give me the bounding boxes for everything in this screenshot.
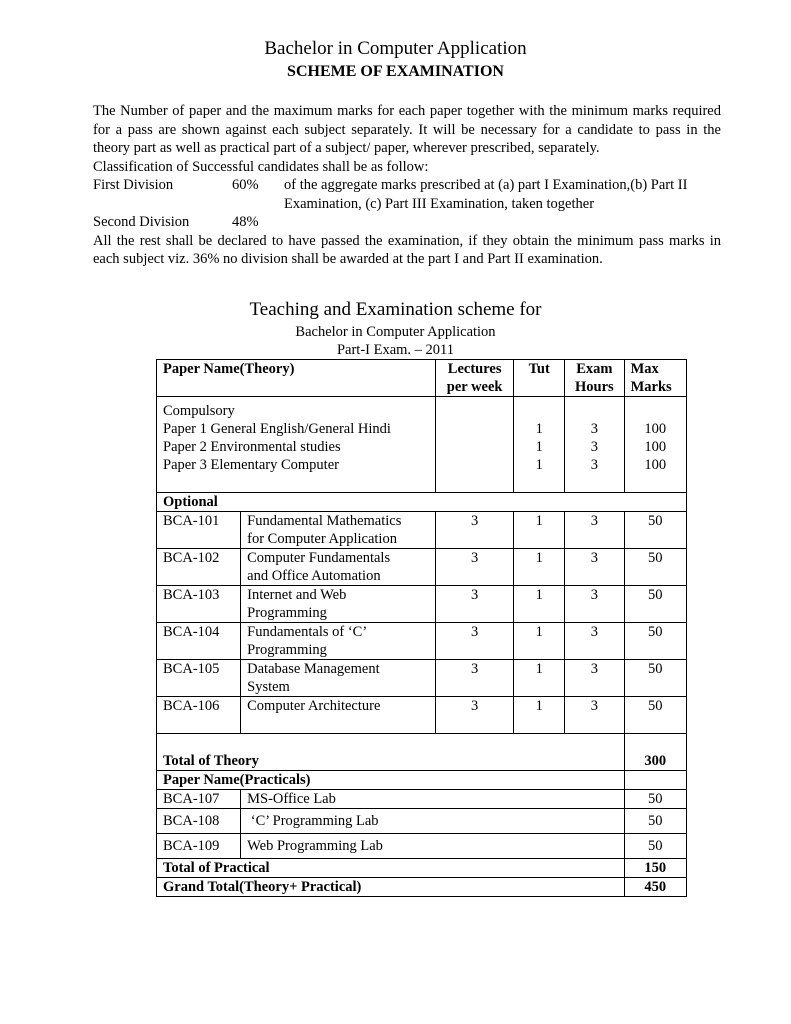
compulsory-label: Compulsory: [163, 403, 235, 419]
practical-code: BCA-108: [157, 809, 241, 834]
course-code: BCA-103: [157, 586, 241, 623]
second-division-label: Second Division: [93, 214, 190, 230]
scheme-heading: Teaching and Examination scheme for: [249, 299, 542, 320]
course-exam: 3: [565, 660, 625, 697]
grand-total-row: [157, 878, 687, 897]
table-row: [157, 512, 687, 549]
course-tut: 1: [514, 623, 565, 660]
practical-code: BCA-109: [157, 834, 241, 859]
table-row: [157, 660, 687, 697]
practical-name: MS-Office Lab: [241, 790, 624, 809]
course-lectures: 3: [435, 623, 513, 660]
table-row: [157, 834, 687, 859]
second-division-percent: 48%: [232, 214, 259, 230]
table-row: [157, 790, 687, 809]
first-division-desc: [284, 176, 721, 213]
course-name: Fundamental Mathematics for Computer Application: [241, 512, 436, 549]
practical-code: BCA-107: [157, 790, 241, 809]
course-name: Fundamentals of ‘C’ Programming: [241, 623, 436, 660]
course-tut: 1: [514, 586, 565, 623]
course-name: Database Management System: [241, 660, 436, 697]
intro-section: [93, 102, 721, 269]
course-max: 50: [624, 512, 686, 549]
first-division-row: [93, 176, 721, 213]
compulsory-row: [157, 397, 687, 493]
first-division-line1: of the aggregate marks prescribed at (a) part I Examination,(b) Part II: [284, 177, 688, 193]
first-division-line2: Examination, (c) Part III Examination, taken together: [284, 195, 595, 212]
compulsory-lectures-cell: [435, 397, 513, 493]
compulsory-paper-1-tut: 1: [535, 421, 543, 437]
first-division-label: First Division: [93, 177, 174, 193]
course-name: Internet and Web Programming: [241, 586, 436, 623]
course-exam: 3: [565, 549, 625, 586]
compulsory-exam-cell: [565, 397, 625, 493]
header-exam: [565, 360, 625, 397]
practicals-header-row: [157, 771, 687, 790]
header-paper: Paper Name(Theory): [157, 360, 436, 397]
header-lectures-2: per week: [446, 379, 503, 395]
course-lectures: 3: [435, 660, 513, 697]
scheme-part: Part-I Exam. – 2011: [336, 342, 455, 358]
course-tut: 1: [514, 697, 565, 734]
total-practical-value: 150: [624, 859, 686, 878]
course-tut: 1: [514, 660, 565, 697]
compulsory-paper-3-name: Paper 3 Elementary Computer: [163, 457, 339, 473]
second-division-row: [93, 213, 721, 232]
compulsory-paper-2-tut: 1: [535, 439, 543, 455]
course-max: 50: [624, 697, 686, 734]
total-theory-row: [157, 734, 687, 771]
compulsory-paper-3-exam: 3: [590, 457, 598, 473]
document-title: Bachelor in Computer Application: [264, 38, 527, 59]
scheme-program: Bachelor in Computer Application: [295, 324, 496, 340]
compulsory-paper-1-exam: 3: [590, 421, 598, 437]
grand-total-label: Grand Total(Theory+ Practical): [157, 878, 625, 897]
compulsory-paper-3-max: 100: [644, 457, 667, 473]
table-row: [157, 623, 687, 660]
course-max: 50: [624, 623, 686, 660]
compulsory-paper-2-max: 100: [644, 439, 667, 455]
compulsory-paper-2-name: Paper 2 Environmental studies: [163, 439, 341, 455]
course-name: Computer Architecture: [241, 697, 436, 734]
course-exam: 3: [565, 697, 625, 734]
course-exam: 3: [565, 586, 625, 623]
header-max: [624, 360, 686, 397]
course-max: 50: [624, 549, 686, 586]
practical-name: Web Programming Lab: [241, 834, 624, 859]
scheme-table: [156, 359, 687, 897]
total-theory-value: 300: [624, 734, 686, 771]
document-subtitle: SCHEME OF EXAMINATION: [287, 63, 504, 80]
table-row: [157, 549, 687, 586]
practical-max: 50: [624, 834, 686, 859]
optional-label-row: [157, 493, 687, 512]
compulsory-papers-cell: [157, 397, 436, 493]
table-row: [157, 809, 687, 834]
practical-name: ‘C’ Programming Lab: [241, 809, 624, 834]
course-exam: 3: [565, 512, 625, 549]
header-exam-2: Hours: [574, 379, 614, 395]
course-lectures: 3: [435, 586, 513, 623]
header-lectures: [435, 360, 513, 397]
total-practical-row: [157, 859, 687, 878]
rest-paragraph: All the rest shall be declared to have passed the examination, if they obtain the minimum pass marks in each subject viz. 36% no division shall be awarded at the part I and Part II examination.: [93, 232, 721, 267]
course-max: 50: [624, 660, 686, 697]
compulsory-paper-2-exam: 3: [590, 439, 598, 455]
header-exam-1: Exam: [576, 361, 613, 377]
header-lectures-1: Lectures: [447, 361, 502, 377]
course-lectures: 3: [435, 512, 513, 549]
course-code: BCA-102: [157, 549, 241, 586]
total-theory-label: Total of Theory: [157, 734, 625, 771]
table-row: [157, 697, 687, 734]
course-tut: 1: [514, 512, 565, 549]
compulsory-max-cell: [624, 397, 686, 493]
practical-max: 50: [624, 790, 686, 809]
course-max: 50: [624, 586, 686, 623]
course-exam: 3: [565, 623, 625, 660]
course-code: BCA-104: [157, 623, 241, 660]
compulsory-paper-3-tut: 1: [535, 457, 543, 473]
course-lectures: 3: [435, 697, 513, 734]
intro-paragraph: The Number of paper and the maximum marks for each paper together with the minimum marks required for a pass are shown against each subject separately. It will be necessary for a candidate to pass in the theory part as well as practical part of a subject/ paper, wherever prescribed, separately.: [93, 103, 721, 156]
course-tut: 1: [514, 549, 565, 586]
grand-total-value: 450: [624, 878, 686, 897]
practical-max: 50: [624, 809, 686, 834]
course-lectures: 3: [435, 549, 513, 586]
classification-line: Classification of Successful candidates shall be as follow:: [93, 158, 429, 175]
course-code: BCA-101: [157, 512, 241, 549]
course-name: Computer Fundamentals and Office Automation: [241, 549, 436, 586]
compulsory-paper-1-max: 100: [644, 421, 667, 437]
table-header-row: [157, 360, 687, 397]
header-max-1: Max: [630, 361, 659, 377]
header-max-2: Marks: [630, 379, 672, 395]
total-practical-label: Total of Practical: [157, 859, 625, 878]
optional-label: Optional: [157, 493, 687, 512]
table-row: [157, 586, 687, 623]
practicals-header: Paper Name(Practicals): [157, 771, 625, 790]
course-code: BCA-106: [157, 697, 241, 734]
compulsory-paper-1-name: Paper 1 General English/General Hindi: [163, 421, 391, 437]
compulsory-tut-cell: [514, 397, 565, 493]
header-tut: Tut: [514, 360, 565, 397]
course-code: BCA-105: [157, 660, 241, 697]
first-division-percent: 60%: [232, 177, 259, 193]
